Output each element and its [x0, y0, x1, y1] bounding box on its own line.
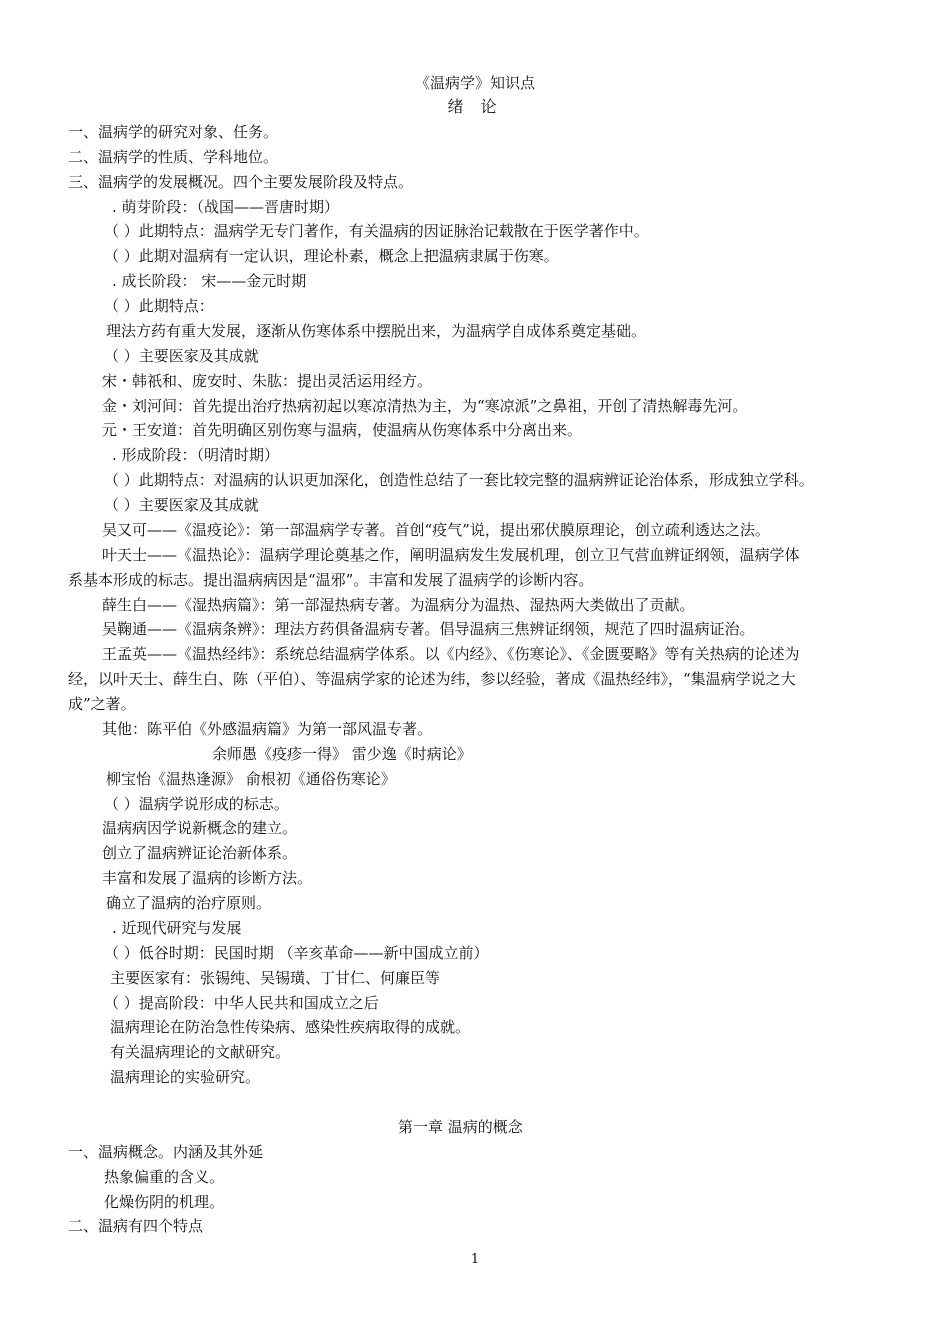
text-line: 柳宝怡《温热逢源》 俞根初《通俗伤寒论》 [106, 770, 396, 788]
text-line: 热象偏重的含义。 [104, 1168, 225, 1186]
text-line: . 萌芽阶段：（战国——晋唐时期） [112, 198, 340, 216]
text-line: 薛生白——《湿热病篇》：第一部湿热病专著。为温病分为温热、湿热两大类做出了贡献。 [102, 596, 695, 614]
text-line: （ ）此期特点：对温病的认识更加深化，创造性总结了一套比较完整的温病辨证论治体系，形成独立学科。 [104, 471, 814, 489]
text-line: 创立了温病辨证论治新体系。 [102, 844, 298, 862]
text-line: 金・刘河间：首先提出治疗热病初起以寒凉清热为主，为“寒凉派”之鼻祖，开创了清热解毒先河。 [102, 397, 748, 415]
text-line: 丰富和发展了温病的诊断方法。 [102, 869, 313, 887]
text-line: （ ）此期对温病有一定认识，理论朴素，概念上把温病隶属于伤寒。 [104, 247, 559, 265]
text-line: . 近现代研究与发展 [112, 919, 242, 937]
text-line: 一、温病学的研究对象、任务。 [68, 123, 279, 141]
section-heading-introduction: 绪 论 [447, 97, 503, 116]
page-number: 1 [470, 1252, 480, 1267]
text-line: 吴鞠通——《温病条辨》：理法方药俱备温病专著。倡导温病三焦辨证纲领，规范了四时温病证治。 [102, 620, 755, 638]
text-line: 温病理论的实验研究。 [110, 1068, 261, 1086]
text-line: （ ）此期特点：温病学无专门著作，有关温病的因证脉治记载散在于医学著作中。 [104, 222, 649, 240]
text-line: 宋・韩祇和、庞安时、朱肱：提出灵活运用经方。 [102, 372, 433, 390]
text-line: 一、温病概念。内涵及其外延 [68, 1143, 264, 1161]
text-line: 王孟英——《温热经纬》：系统总结温病学体系。以《内经》、《伤寒论》、《金匮要略》等有关热病的论述为 [102, 645, 800, 663]
text-line: 元・王安道：首先明确区别伤寒与温病，使温病从伤寒体系中分离出来。 [102, 421, 583, 439]
text-line: 三、温病学的发展概况。四个主要发展阶段及特点。 [68, 173, 414, 191]
text-line: . 成长阶段： 宋——金元时期 [112, 272, 307, 290]
text-line: （ ）主要医家及其成就 [104, 496, 259, 514]
text-line: （ ）主要医家及其成就 [104, 347, 259, 365]
text-line: 主要医家有：张锡纯、吴锡璜、丁甘仁、何廉臣等 [110, 969, 441, 987]
chapter-heading: 第一章 温病的概念 [398, 1118, 523, 1136]
text-line: 系基本形成的标志。提出温病病因是“温邪”。丰富和发展了温病学的诊断内容。 [68, 571, 594, 589]
text-line: （ ）温病学说形成的标志。 [104, 795, 289, 813]
text-line: 叶天士——《温热论》：温病学理论奠基之作，阐明温病发生发展机理，创立卫气营血辨证纲领，温病学体 [102, 546, 800, 564]
text-line: 成”之著。 [68, 695, 136, 713]
text-line: 温病病因学说新概念的建立。 [102, 819, 298, 837]
text-line: 温病理论在防治急性传染病、感染性疾病取得的成就。 [110, 1018, 471, 1036]
text-line: （ ）低谷时期：民国时期 （辛亥革命——新中国成立前） [104, 944, 489, 962]
text-line: 余师愚《疫疹一得》 雷少逸《时病论》 [212, 745, 472, 763]
text-line: 二、温病有四个特点 [68, 1217, 204, 1235]
text-line: 经，以叶天士、薛生白、陈（平伯）、等温病学家的论述为纬，参以经验，著成《温热经纬》，“集温病学说之大 [68, 670, 796, 688]
text-line: 理法方药有重大发展，逐渐从伤寒体系中摆脱出来，为温病学自成体系奠定基础。 [106, 322, 647, 340]
document-title: 《温病学》知识点 [414, 74, 535, 92]
text-line: 其他：陈平伯《外感温病篇》为第一部风温专著。 [102, 720, 433, 738]
text-line: （ ）此期特点： [104, 297, 214, 315]
text-line: 化燥伤阴的机理。 [104, 1193, 225, 1211]
text-line: （ ）提高阶段：中华人民共和国成立之后 [104, 994, 379, 1012]
text-line: . 形成阶段：（明清时期） [112, 446, 280, 464]
text-line: 吴又可——《温疫论》：第一部温病学专著。首创“疫气”说，提出邪伏膜原理论，创立疏利透达之法。 [102, 521, 770, 539]
text-line: 二、温病学的性质、学科地位。 [68, 148, 279, 166]
text-line: 有关温病理论的文献研究。 [110, 1043, 291, 1061]
text-line: 确立了温病的治疗原则。 [106, 894, 272, 912]
